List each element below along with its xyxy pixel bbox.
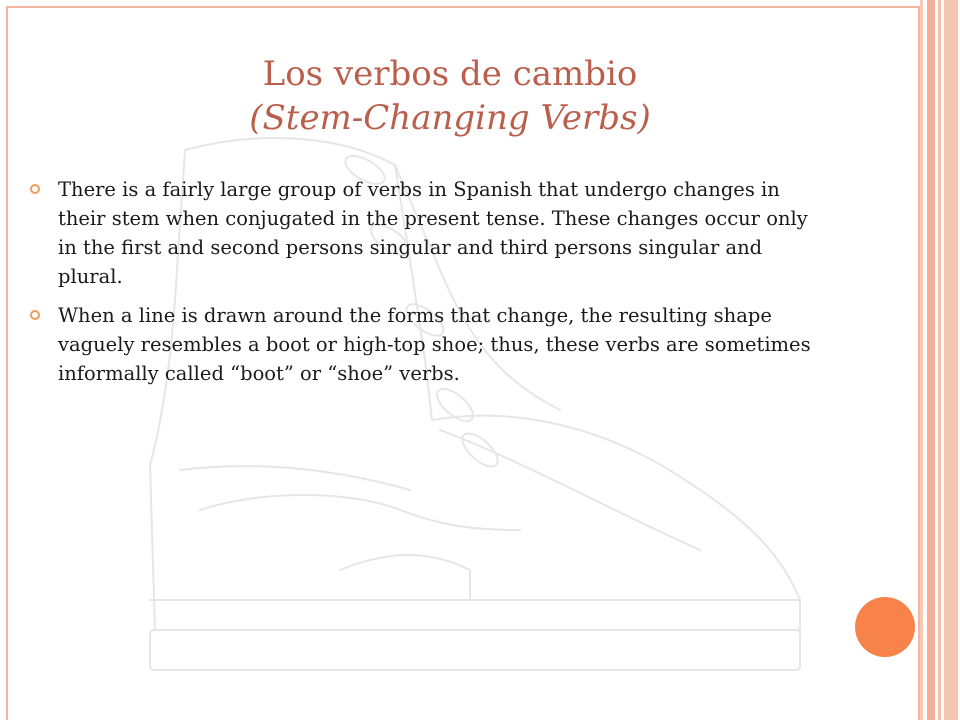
bullet-list [30,175,830,398]
bullet-circle-icon [30,310,40,320]
bullet-item [30,301,830,388]
bullet-text: There is a fairly large group of verbs in Spanish that undergo changes in their stem when conjugated in the present tense. These changes occur only in the first and second persons singular and third persons singular and plural. [58,178,808,288]
title-line-2: (Stem-Changing Verbs) [249,98,651,138]
slide-title [0,52,900,140]
bullet-item [30,175,830,291]
title-line-1: Los verbos de cambio [262,54,638,94]
accent-circle [855,597,915,657]
bullet-text: When a line is drawn around the forms that change, the resulting shape vaguely resembles a boot or high-top shoe; thus, these verbs are sometimes informally called “boot” or “shoe” verbs. [58,304,811,385]
decorative-side-stripes [920,0,960,720]
bullet-circle-icon [30,184,40,194]
